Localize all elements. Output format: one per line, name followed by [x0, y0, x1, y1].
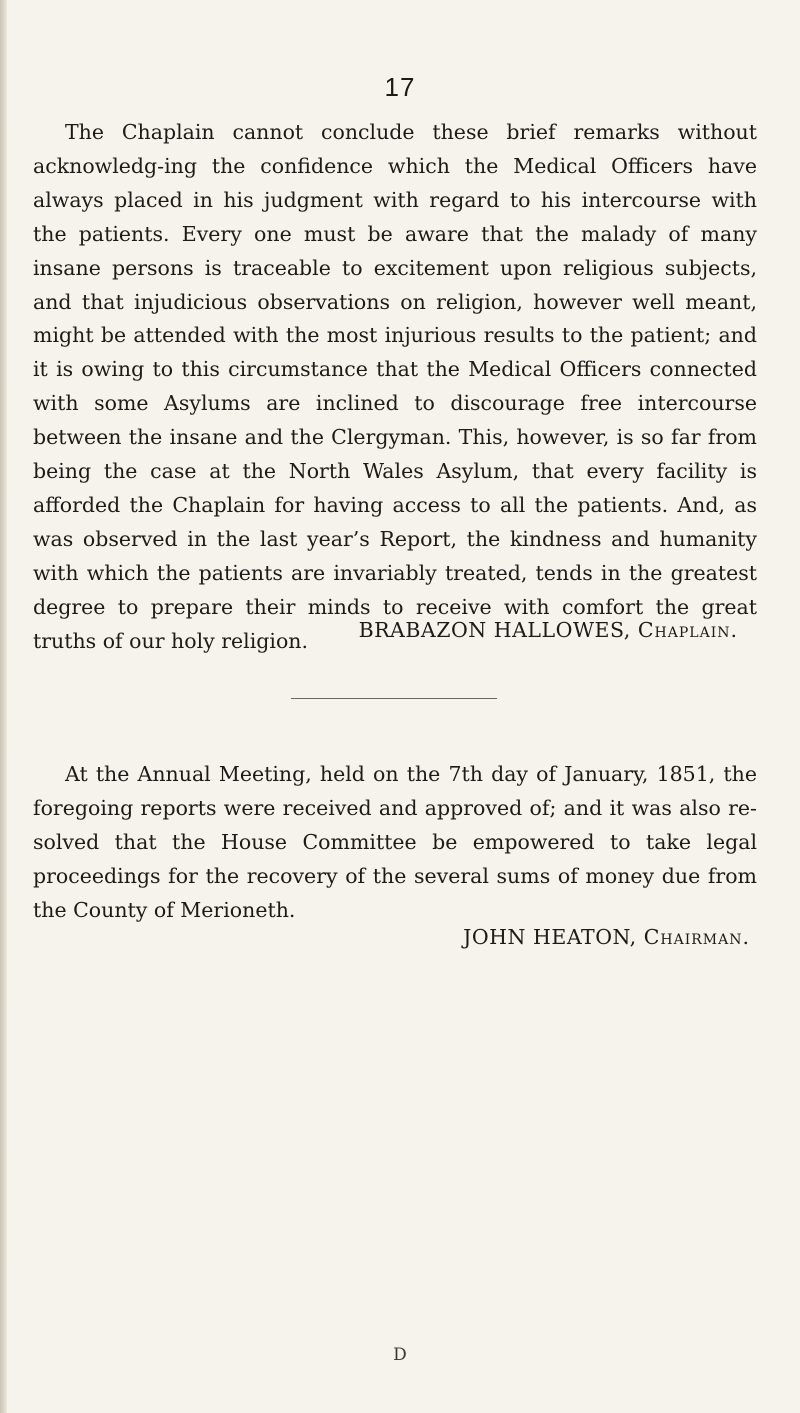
page-edge-shadow	[0, 0, 7, 1413]
chaplain-report-section	[33, 116, 757, 659]
chaplain-signature-title: Chaplain.	[637, 618, 738, 642]
chairman-signature-title: Chairman.	[643, 925, 750, 949]
chaplain-report-paragraph: The Chaplain cannot conclude these brief remarks without acknowledg-ing the confidence which the Medical Officers have always placed in his judgment with regard to his intercourse with the patients. Every one must be aware that the malady of many insane persons is traceable to excitement upon religious subjects, and that injudicious observations on religion, however well meant, might be attended with the most injurious results to the patient; and it is owing to this circumstance that the Medical Officers connected with some Asylums are inclined to discourage free intercourse between the insane and the Clergyman. This, however, is so far from being the case at the North Wales Asylum, that every facility is afforded the Chaplain for having access to all the patients. And, as was observed in the last year’s Report, the kindness and humanity with which the patients are invariably treated, tends in the greatest degree to prepare their minds to receive with comfort the great truths of our holy religion.	[33, 120, 757, 653]
chairman-signature-name: JOHN HEATON,	[463, 925, 637, 949]
section-divider	[291, 698, 497, 699]
chairman-signature	[463, 925, 750, 949]
chaplain-signature	[359, 618, 738, 642]
printer-signature-mark: D	[393, 1345, 407, 1365]
annual-meeting-paragraph: At the Annual Meeting, held on the 7th day of January, 1851, the foregoing reports were received and approved of; and it was also re-solved that the House Committee be empowered to take legal proceedings for the recovery of the several sums of money due from the County of Merioneth.	[33, 762, 757, 922]
annual-meeting-section	[33, 758, 757, 928]
page-number: 17	[384, 72, 416, 102]
chaplain-signature-name: BRABAZON HALLOWES,	[358, 618, 631, 642]
